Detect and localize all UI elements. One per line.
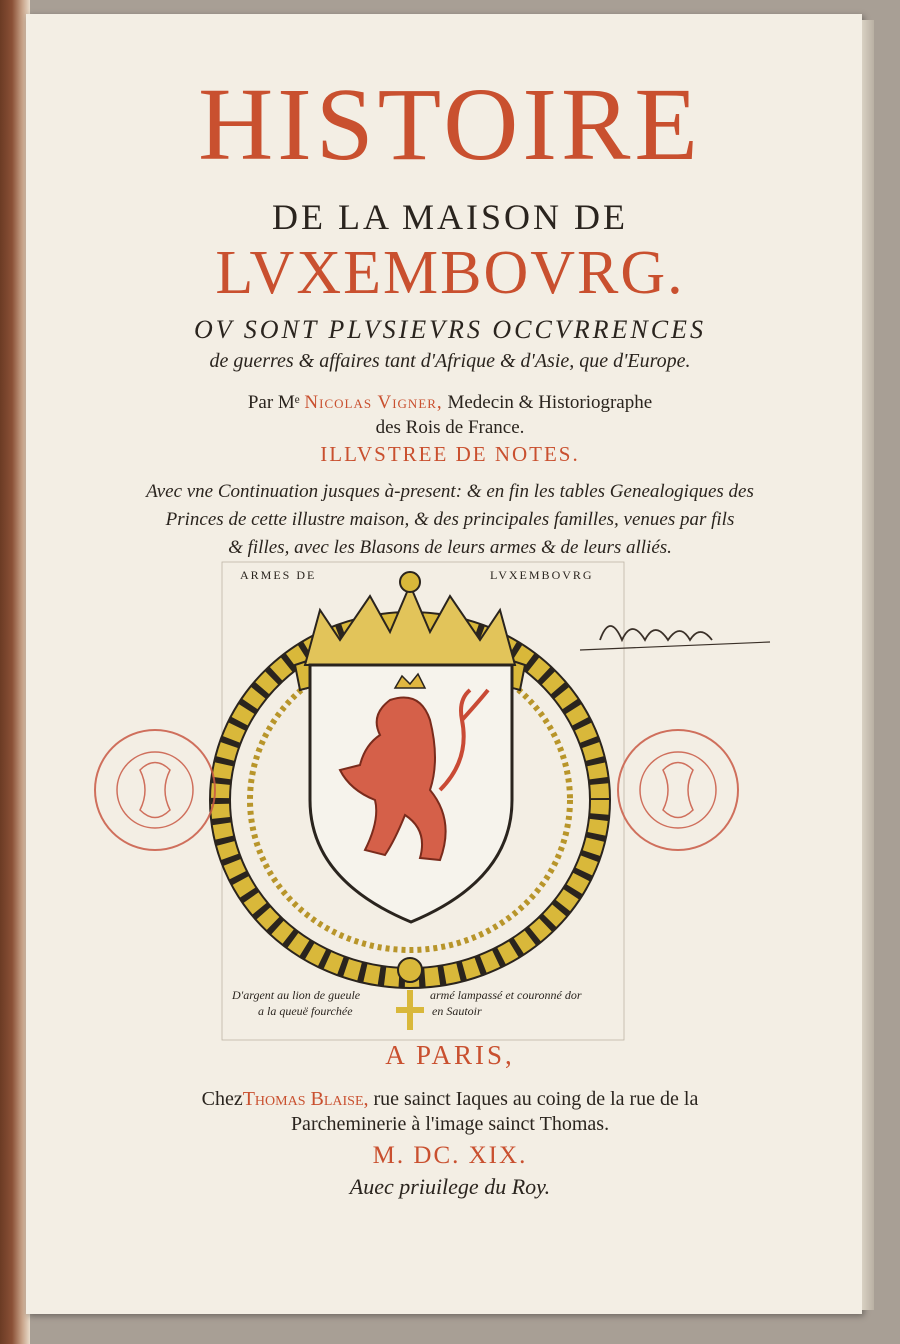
pendant-cross <box>396 990 424 1030</box>
arms-label-right: LVXEMBOVRG <box>490 568 594 582</box>
imprint-line-2: Parcheminerie à l'image sainct Thomas. <box>290 1113 610 1135</box>
arms-caption-3: a la queuë fourchée <box>258 1004 353 1018</box>
arms-caption-2: armé lampassé et couronné dor <box>430 988 582 1002</box>
continuation-line-3: & filles, avec les Blasons de leurs armes & de leurs alliés. <box>228 537 672 558</box>
subtitle-line-2: LVXEMBOVRG. <box>215 239 685 307</box>
arms-caption-4: en Sautoir <box>432 1004 482 1018</box>
arms-caption-1: D'argent au lion de gueule <box>232 988 361 1002</box>
arms-label-left: ARMES DE <box>240 568 317 582</box>
handwritten-signature <box>580 626 770 650</box>
author-role: Medecin & Historiographe <box>447 392 653 413</box>
author-prefix: Par Mᵉ <box>247 392 300 413</box>
author-role-line-2: des Rois de France. <box>375 417 525 438</box>
library-stamp-right <box>618 730 738 850</box>
imprint-line-1 <box>0 1088 900 1111</box>
continuation-line-1: Avec vne Continuation jusques à-present: & en fin les tables Genealogiques des <box>146 481 754 502</box>
crown-fleuron <box>400 572 420 592</box>
imprint-chez: Chez <box>201 1088 243 1110</box>
illustree-notes: ILLVSTREE DE NOTES. <box>320 442 580 466</box>
subtitle-line-1: DE LA MAISON DE <box>272 197 628 237</box>
library-stamp-left <box>95 730 215 850</box>
collar-pendant <box>398 958 422 982</box>
imprint-city: A PARIS, <box>385 1040 515 1070</box>
page-title: HISTOIRE <box>198 67 702 182</box>
continuation-line-2: Princes de cette illustre maison, & des principales familles, venues par fils <box>165 509 735 530</box>
imprint-printer: Thomas Blaise, <box>242 1088 369 1110</box>
author-name: Nicolas Vigner, <box>304 392 443 413</box>
imprint-date: M. DC. XIX. <box>372 1142 528 1169</box>
privilege: Auec priuilege du Roy. <box>349 1174 551 1199</box>
imprint-address: rue sainct Iaques au coing de la rue de la <box>373 1088 699 1110</box>
subtitle-line-4: de guerres & affaires tant d'Afrique & d'Asie, que d'Europe. <box>209 350 691 372</box>
subtitle-line-3: OV SONT PLVSIEVRS OCCVRRENCES <box>194 315 706 344</box>
